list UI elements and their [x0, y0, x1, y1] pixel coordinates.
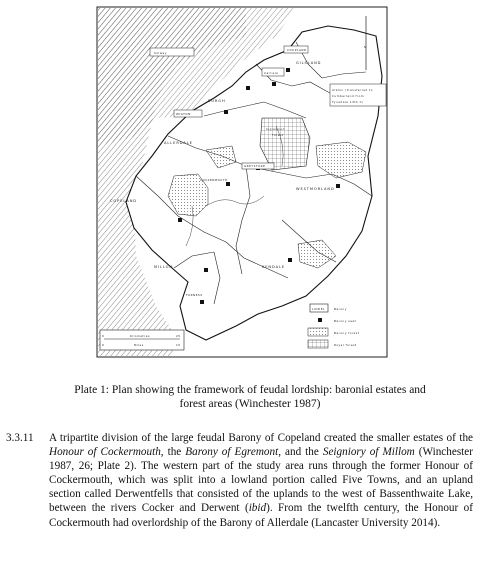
para-text-5: ). From the twelfth century, the Honour of Cockermouth had overlordship of the Barony of Allerdale (Lancaster University 2014). [49, 502, 473, 529]
para-italic-seigniory-millom: Seigniory of Millom [322, 446, 415, 459]
legend-barony: Barony [334, 307, 347, 311]
legend-key-liddel: LIDDEL [312, 307, 326, 311]
paragraph-body [49, 431, 473, 530]
scale-miles: Miles [134, 343, 144, 347]
para-italic-barony-egremont: Barony of Egremont [185, 446, 279, 459]
legend-barony-seat: Barony seat [334, 319, 357, 323]
alston-note-line1: Alston (transferred to [332, 88, 373, 92]
scale-mi-max: 15 [176, 343, 181, 347]
caption-line-2: forest areas (Winchester 1987) [179, 398, 321, 410]
map-label-kendale: KENDALE [262, 265, 286, 269]
figure-caption [40, 383, 460, 411]
map-label-westmorland: WESTMORLAND [296, 187, 335, 191]
para-italic-honour-cockermouth: Honour of Cockermouth [49, 446, 161, 459]
map-label-inglewood: Inglewood [266, 127, 285, 131]
alston-note-line3: Tynedale 13th C) [332, 100, 364, 104]
para-text-2: , the [160, 446, 186, 459]
map-label-gilsland: GILSLAND [296, 61, 322, 65]
map-label-millom: MILLOM [154, 265, 174, 269]
scale-bar [100, 330, 184, 350]
map-label-allerdale: ALLERDALE [164, 141, 193, 145]
para-text-3: , and the [278, 446, 323, 459]
north-letter: N [364, 45, 367, 49]
para-text-1: A tripartite division of the large feudal Barony of Copeland created the smaller estates of the [49, 432, 473, 444]
caption-line-1: Plate 1: Plan showing the framework of feudal lordship: baronial estates and [74, 384, 426, 396]
scale-kilometres: Kilometres [130, 334, 150, 338]
feudal-lordship-map [96, 6, 388, 358]
scale-km-max: 25 [176, 334, 181, 338]
para-text-4: (Winchester 1987, 26; Plate 2). The western part of the study area runs through the former Honour of Cockermouth, which was split into a lowland portion called Five Towns, and an upland section called Derwentfells that consisted of the uplands to the west of Bassenthwaite Lake, between the rivers Cocker and Derwent ( [49, 446, 473, 515]
map-label-coupland: COUPLAND [287, 48, 307, 52]
alston-note-line2: Cumberland from [332, 94, 365, 98]
scale-zero-km: 0 [102, 334, 105, 338]
paragraph-number: 3.3.11 [6, 432, 34, 444]
map-label-wigton: WIGTON [176, 112, 191, 116]
map-label-furness: FURNESS [186, 293, 203, 297]
para-italic-ibid: ibid [248, 502, 267, 515]
scale-zero-mi: 0 [102, 343, 105, 347]
map-label-cockermouth: COCKERMOUTH [200, 178, 228, 182]
map-label-copeland: COPELAND [110, 199, 137, 203]
legend-barony-forest: Barony forest [334, 331, 360, 335]
legend-royal-forest: Royal forest [334, 343, 357, 347]
map-label-forest: Forest [272, 133, 284, 137]
map-label-greystoke: GREYSTOKE [244, 164, 266, 168]
map-label-burgh: BURGH [208, 99, 226, 103]
map-label-carlisle: Carlisle [264, 71, 279, 75]
map-label-solway: Solway [154, 51, 167, 55]
